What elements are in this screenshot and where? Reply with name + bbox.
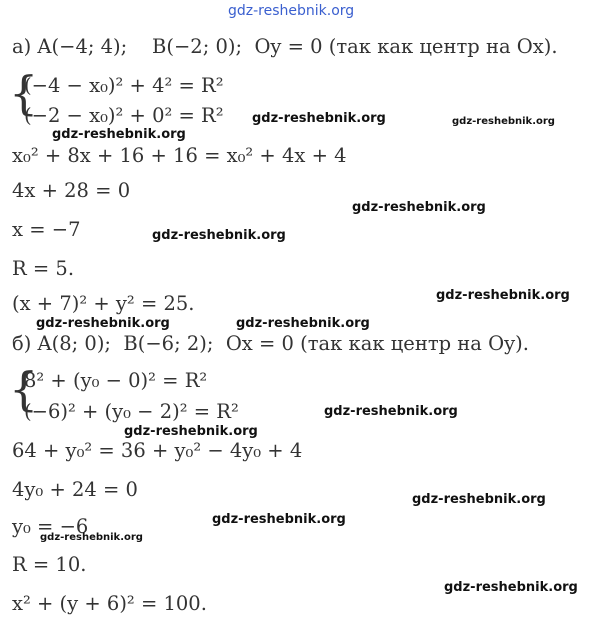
watermark: gdz-reshebnik.org	[452, 116, 555, 127]
part-a-step2: 4x + 28 = 0	[12, 179, 131, 202]
part-b-step3: y₀ = −6	[12, 515, 89, 538]
watermark: gdz-reshebnik.org	[212, 512, 346, 527]
watermark: gdz-reshebnik.org	[324, 404, 458, 419]
part-b-given: б) A(8; 0); B(−6; 2); Ox = 0 (так как центр на Oy).	[12, 332, 529, 355]
watermark: gdz-reshebnik.org	[52, 127, 186, 142]
watermark: gdz-reshebnik.org	[436, 288, 570, 303]
part-a-step4: R = 5.	[12, 257, 75, 280]
part-b-step1: 64 + y₀² = 36 + y₀² − 4y₀ + 4	[12, 439, 303, 462]
watermark: gdz-reshebnik.org	[236, 316, 370, 331]
watermark: gdz-reshebnik.org	[352, 200, 486, 215]
system-brace-b: {	[9, 362, 39, 416]
watermark: gdz-reshebnik.org	[228, 3, 355, 19]
watermark: gdz-reshebnik.org	[412, 492, 546, 507]
part-a-given: а) A(−4; 4); B(−2; 0); Oy = 0 (так как центр на Ox).	[12, 35, 558, 58]
watermark: gdz-reshebnik.org	[252, 111, 386, 126]
watermark: gdz-reshebnik.org	[36, 316, 170, 331]
part-a-step3: x = −7	[12, 218, 81, 241]
part-b-system-eq1: 8² + (y₀ − 0)² = R²	[24, 369, 208, 392]
watermark: gdz-reshebnik.org	[444, 580, 578, 595]
part-b-system-eq2: (−6)² + (y₀ − 2)² = R²	[24, 400, 239, 423]
watermark: gdz-reshebnik.org	[40, 532, 143, 543]
part-a-system-eq2: (−2 − x₀)² + 0² = R²	[24, 104, 224, 127]
part-b-step4: R = 10.	[12, 553, 87, 576]
watermark: gdz-reshebnik.org	[124, 424, 258, 439]
part-b-answer: x² + (y + 6)² = 100.	[12, 592, 207, 615]
watermark: gdz-reshebnik.org	[152, 228, 286, 243]
part-a-answer: (x + 7)² + y² = 25.	[12, 292, 195, 315]
system-brace-a: {	[9, 66, 39, 120]
part-a-step1: x₀² + 8x + 16 + 16 = x₀² + 4x + 4	[12, 144, 347, 167]
part-b-step2: 4y₀ + 24 = 0	[12, 478, 138, 501]
part-a-system-eq1: (−4 − x₀)² + 4² = R²	[24, 74, 224, 97]
